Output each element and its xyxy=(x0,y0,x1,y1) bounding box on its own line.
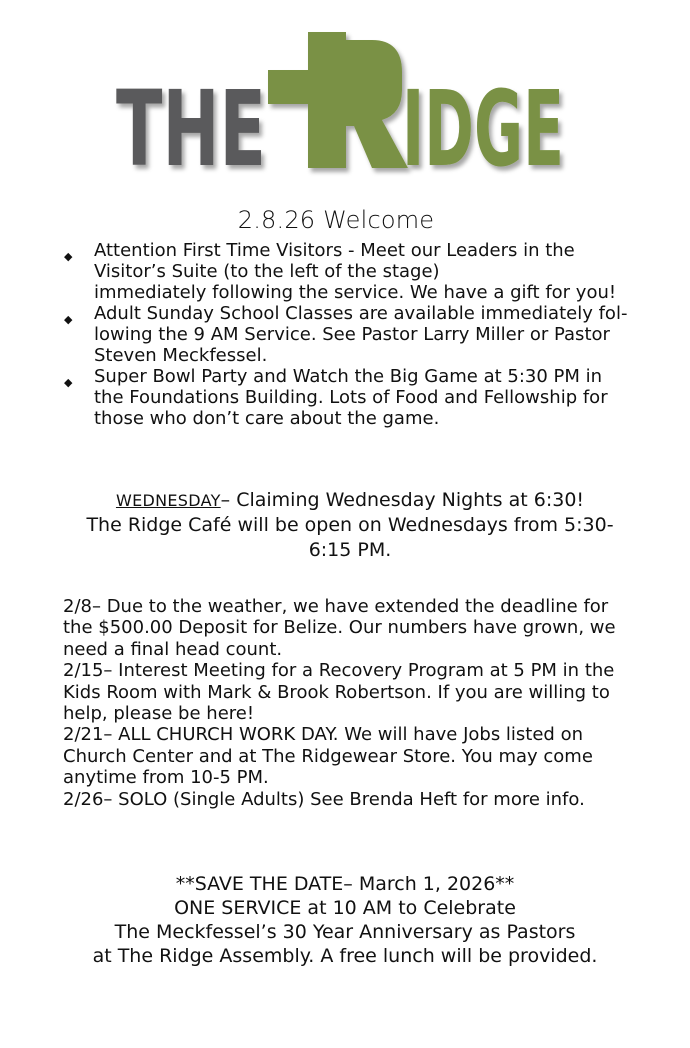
date-line: need a final head count. xyxy=(63,638,283,660)
logo-idge-text: IDGE xyxy=(402,68,564,190)
date-line: anytime from 10-5 PM. xyxy=(63,767,269,789)
bullet-item: ◆ Attention First Time Visitors - Meet our Leaders in the Visitor’s Suite (to the left of the stage) immediately following the service. We have a gift for you! xyxy=(64,240,617,303)
save-line: ONE SERVICE at 10 AM to Celebrate xyxy=(174,897,516,919)
logo-the-text: THE xyxy=(116,68,266,190)
date-line: 2/8– Due to the weather, we have extended the deadline for xyxy=(63,596,609,617)
welcome-heading: 2.8.26 Welcome xyxy=(237,206,435,234)
date-announcements xyxy=(63,596,663,810)
date-line: Church Center and at The Ridgewear Store. You may come xyxy=(63,745,593,767)
diamond-bullet-icon: ◆ xyxy=(64,250,73,263)
save-the-date-section xyxy=(0,872,690,968)
save-line: The Meckfessel’s 30 Year Anniversary as Pastors xyxy=(114,921,576,943)
announcement-bullets xyxy=(58,240,648,429)
diamond-bullet-icon: ◆ xyxy=(64,376,73,389)
the-ridge-logo xyxy=(110,30,570,190)
date-line: 2/15– Interest Meeting for a Recovery Program at 5 PM in the xyxy=(63,660,615,682)
bullet-item: ◆ Super Bowl Party and Watch the Big Game at 5:30 PM in the Foundations Building. Lots of Food and Fellowship for those who don’t care about the game. xyxy=(64,366,608,429)
bullet-item: ◆ Adult Sunday School Classes are available immediately fol- lowing the 9 AM Service. See Pastor Larry Miller or Pastor Steven Meckfessel. xyxy=(64,303,628,366)
date-line: Kids Room with Mark & Brook Robertson. If you are willing to xyxy=(63,681,610,703)
date-line: help, please be here! xyxy=(63,703,255,725)
wednesday-line3: 6:15 PM. xyxy=(308,539,392,561)
date-line: the $500.00 Deposit for Belize. Our numbers have grown, we xyxy=(63,617,616,639)
wednesday-section xyxy=(60,488,640,563)
wednesday-line1: – Claiming Wednesday Nights at 6:30! xyxy=(220,489,585,511)
logo-cross-r xyxy=(268,32,408,168)
date-line: 2/26– SOLO (Single Adults) See Brenda Heft for more info. xyxy=(63,788,585,810)
wednesday-line2: The Ridge Café will be open on Wednesdays from 5:30- xyxy=(86,514,614,536)
date-line: 2/21– ALL CHURCH WORK DAY. We will have Jobs listed on xyxy=(63,724,583,746)
save-line: at The Ridge Assembly. A free lunch will be provided. xyxy=(92,945,598,967)
save-line: **SAVE THE DATE– March 1, 2026** xyxy=(175,873,515,895)
diamond-bullet-icon: ◆ xyxy=(64,313,73,326)
wednesday-label: WEDNESDAY xyxy=(115,491,221,510)
